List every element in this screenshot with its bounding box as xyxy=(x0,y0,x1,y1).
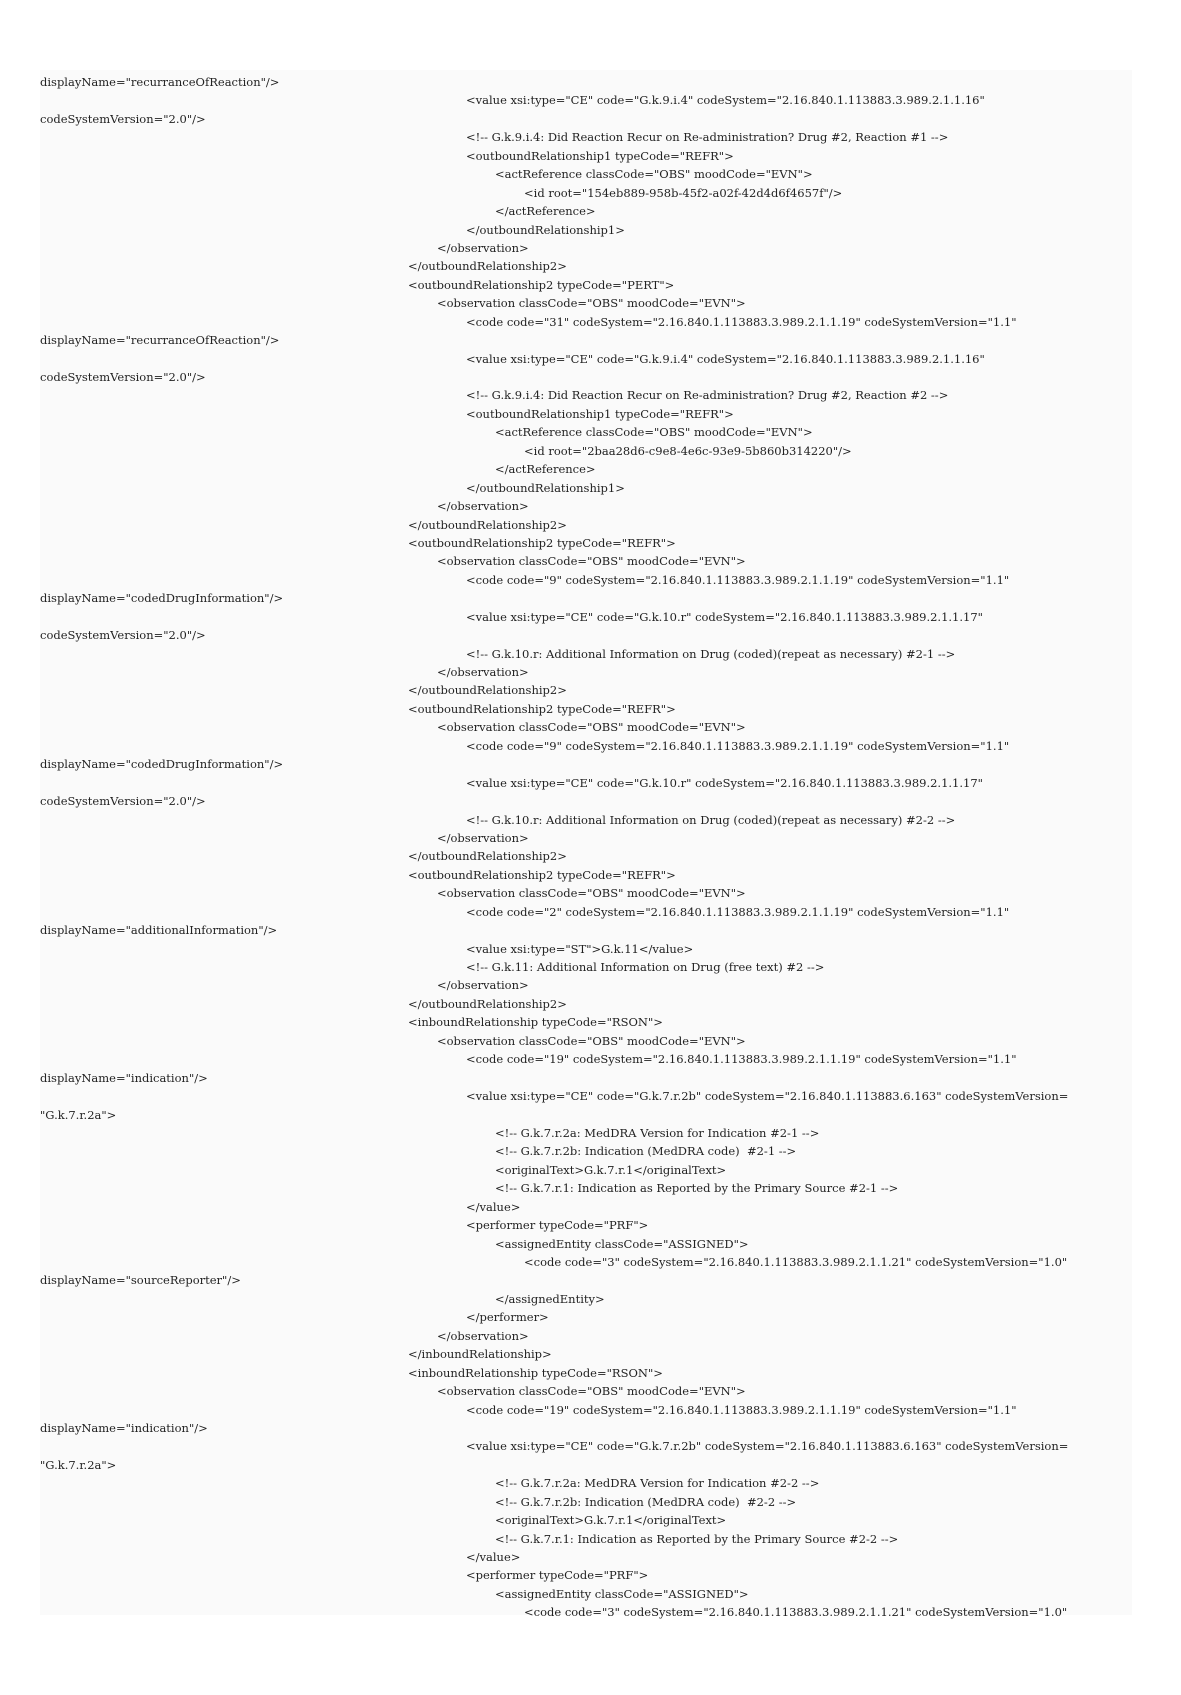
code-line: </assignedEntity> xyxy=(495,1291,605,1306)
code-line: displayName="recurranceOfReaction"/> xyxy=(40,75,280,89)
code-line: displayName="indication"/> xyxy=(40,1420,208,1435)
code-line: </value> xyxy=(466,1550,521,1564)
code-line: <observation classCode="OBS" moodCode="EVN"> xyxy=(437,296,746,311)
code-line: <!-- G.k.7.r.2a: MedDRA Version for Indication #2-1 --> xyxy=(495,1125,820,1140)
code-line: <originalText>G.k.7.r.1</originalText> xyxy=(495,1513,727,1528)
code-line: </inboundRelationship> xyxy=(408,1347,552,1362)
code-line: <code code="2" codeSystem="2.16.840.1.113883.3.989.2.1.1.19" codeSystemVersion="1.1" xyxy=(466,904,1010,919)
code-line: <inboundRelationship typeCode="RSON"> xyxy=(408,1365,663,1380)
code-line: <actReference classCode="OBS" moodCode="EVN"> xyxy=(495,425,813,440)
code-line: <observation classCode="OBS" moodCode="EVN"> xyxy=(437,720,746,735)
code-line: codeSystemVersion="2.0"/> xyxy=(40,794,206,809)
code-line: <!-- G.k.9.i.4: Did Reaction Recur on Re-administration? Drug #2, Reaction #2 --> xyxy=(466,388,949,403)
code-line: <observation classCode="OBS" moodCode="EVN"> xyxy=(437,886,746,901)
code-line: <code code="9" codeSystem="2.16.840.1.113883.3.989.2.1.1.19" codeSystemVersion="1.1" xyxy=(466,572,1010,587)
code-line: <!-- G.k.7.r.1: Indication as Reported by the Primary Source #2-2 --> xyxy=(495,1531,899,1546)
code-line: <value xsi:type="CE" code="G.k.9.i.4" codeSystem="2.16.840.1.113883.3.989.2.1.1.16" xyxy=(466,93,985,108)
code-line: <value xsi:type="ST">G.k.11</value> xyxy=(466,941,694,956)
code-line: <value xsi:type="CE" code="G.k.10.r" codeSystem="2.16.840.1.113883.3.989.2.1.1.17" xyxy=(466,775,983,790)
code-line: <outboundRelationship2 typeCode="REFR"> xyxy=(408,535,676,550)
code-line: <!-- G.k.7.r.2b: Indication (MedDRA code) #2-1 --> xyxy=(495,1144,797,1159)
code-line: <outboundRelationship1 typeCode="REFR"> xyxy=(466,406,734,421)
code-line: <outboundRelationship2 typeCode="REFR"> xyxy=(408,867,676,882)
code-line: "G.k.7.r.2a"> xyxy=(40,1457,117,1472)
code-line: <outboundRelationship2 typeCode="REFR"> xyxy=(408,701,676,716)
code-line: displayName="additionalInformation"/> xyxy=(40,923,278,938)
code-line: displayName="codedDrugInformation"/> xyxy=(40,757,284,772)
code-line: displayName="indication"/> xyxy=(40,1070,208,1085)
code-line: <originalText>G.k.7.r.1</originalText> xyxy=(495,1162,727,1177)
code-line: </observation> xyxy=(437,830,529,845)
code-line: </outboundRelationship1> xyxy=(466,480,625,495)
code-line: <inboundRelationship typeCode="RSON"> xyxy=(408,1015,663,1030)
code-line: "G.k.7.r.2a"> xyxy=(40,1107,117,1122)
code-line: <code code="3" codeSystem="2.16.840.1.113883.3.989.2.1.1.21" codeSystemVersion="1.0" xyxy=(524,1255,1068,1269)
code-line: <performer typeCode="PRF"> xyxy=(466,1218,649,1233)
code-line: <outboundRelationship2 typeCode="PERT"> xyxy=(408,277,675,292)
code-line: <!-- G.k.7.r.2b: Indication (MedDRA code) #2-2 --> xyxy=(495,1494,797,1509)
code-line: <!-- G.k.10.r: Additional Information on Drug (coded)(repeat as necessary) #2-2 --> xyxy=(466,812,956,827)
code-line: <code code="19" codeSystem="2.16.840.1.113883.3.989.2.1.1.19" codeSystemVersion="1.1" xyxy=(466,1052,1017,1067)
code-line: <actReference classCode="OBS" moodCode="EVN"> xyxy=(495,167,813,182)
code-line: </observation> xyxy=(437,240,529,255)
code-line: <code code="19" codeSystem="2.16.840.1.113883.3.989.2.1.1.19" codeSystemVersion="1.1" xyxy=(466,1402,1017,1417)
code-line: <!-- G.k.10.r: Additional Information on Drug (coded)(repeat as necessary) #2-1 --> xyxy=(466,646,956,661)
code-line: <!-- G.k.11: Additional Information on Drug (free text) #2 --> xyxy=(466,960,825,974)
code-line: displayName="sourceReporter"/> xyxy=(40,1273,241,1288)
code-line: <code code="31" codeSystem="2.16.840.1.113883.3.989.2.1.1.19" codeSystemVersion="1.1" xyxy=(466,314,1017,329)
code-line: <!-- G.k.7.r.1: Indication as Reported by the Primary Source #2-1 --> xyxy=(495,1181,899,1196)
code-line: displayName="recurranceOfReaction"/> xyxy=(40,333,280,348)
code-line: <assignedEntity classCode="ASSIGNED"> xyxy=(495,1236,749,1251)
code-line: </outboundRelationship2> xyxy=(408,683,567,698)
code-line: <observation classCode="OBS" moodCode="EVN"> xyxy=(437,1033,746,1048)
code-line: </outboundRelationship2> xyxy=(408,517,567,532)
code-line: <id root="2baa28d6-c9e8-4e6c-93e9-5b860b314220"/> xyxy=(524,443,852,458)
code-line: <value xsi:type="CE" code="G.k.7.r.2b" codeSystem="2.16.840.1.113883.6.163" codeSystemVersion= xyxy=(466,1439,1069,1454)
code-line: <id root="154eb889-958b-45f2-a02f-42d4d6f4657f"/> xyxy=(524,185,843,200)
code-line: <!-- G.k.7.r.2a: MedDRA Version for Indication #2-2 --> xyxy=(495,1476,820,1491)
code-line: <value xsi:type="CE" code="G.k.10.r" codeSystem="2.16.840.1.113883.3.989.2.1.1.17" xyxy=(466,609,983,624)
code-line: </actReference> xyxy=(495,204,596,219)
code-line: <code code="9" codeSystem="2.16.840.1.113883.3.989.2.1.1.19" codeSystemVersion="1.1" xyxy=(466,738,1010,753)
code-line: <assignedEntity classCode="ASSIGNED"> xyxy=(495,1586,749,1601)
code-line: <outboundRelationship1 typeCode="REFR"> xyxy=(466,148,734,163)
code-line: </outboundRelationship2> xyxy=(408,849,567,864)
code-line: </outboundRelationship1> xyxy=(466,222,625,237)
code-line: </observation> xyxy=(437,665,529,679)
code-line: <code code="3" codeSystem="2.16.840.1.113883.3.989.2.1.1.21" codeSystemVersion="1.0" xyxy=(524,1605,1068,1620)
code-line: </actReference> xyxy=(495,462,596,477)
code-line: codeSystemVersion="2.0"/> xyxy=(40,628,206,643)
code-line: codeSystemVersion="2.0"/> xyxy=(40,111,206,126)
code-line: <observation classCode="OBS" moodCode="EVN"> xyxy=(437,554,746,569)
code-line: </outboundRelationship2> xyxy=(408,259,567,274)
code-line: <!-- G.k.9.i.4: Did Reaction Recur on Re-administration? Drug #2, Reaction #1 --> xyxy=(466,130,949,145)
code-line: </observation> xyxy=(437,978,529,993)
code-line: <value xsi:type="CE" code="G.k.9.i.4" codeSystem="2.16.840.1.113883.3.989.2.1.1.16" xyxy=(466,351,985,366)
code-line: </performer> xyxy=(466,1310,549,1325)
code-line: </value> xyxy=(466,1199,521,1214)
code-line: </observation> xyxy=(437,499,529,514)
code-line: </observation> xyxy=(437,1328,529,1343)
code-line: displayName="codedDrugInformation"/> xyxy=(40,591,284,606)
code-line: <value xsi:type="CE" code="G.k.7.r.2b" codeSystem="2.16.840.1.113883.6.163" codeSystemVersion= xyxy=(466,1089,1069,1104)
code-line: <performer typeCode="PRF"> xyxy=(466,1568,649,1583)
code-line: </outboundRelationship2> xyxy=(408,996,567,1011)
xml-code-listing xyxy=(40,73,1068,1622)
code-line: <observation classCode="OBS" moodCode="EVN"> xyxy=(437,1384,746,1399)
code-line: codeSystemVersion="2.0"/> xyxy=(40,370,206,384)
